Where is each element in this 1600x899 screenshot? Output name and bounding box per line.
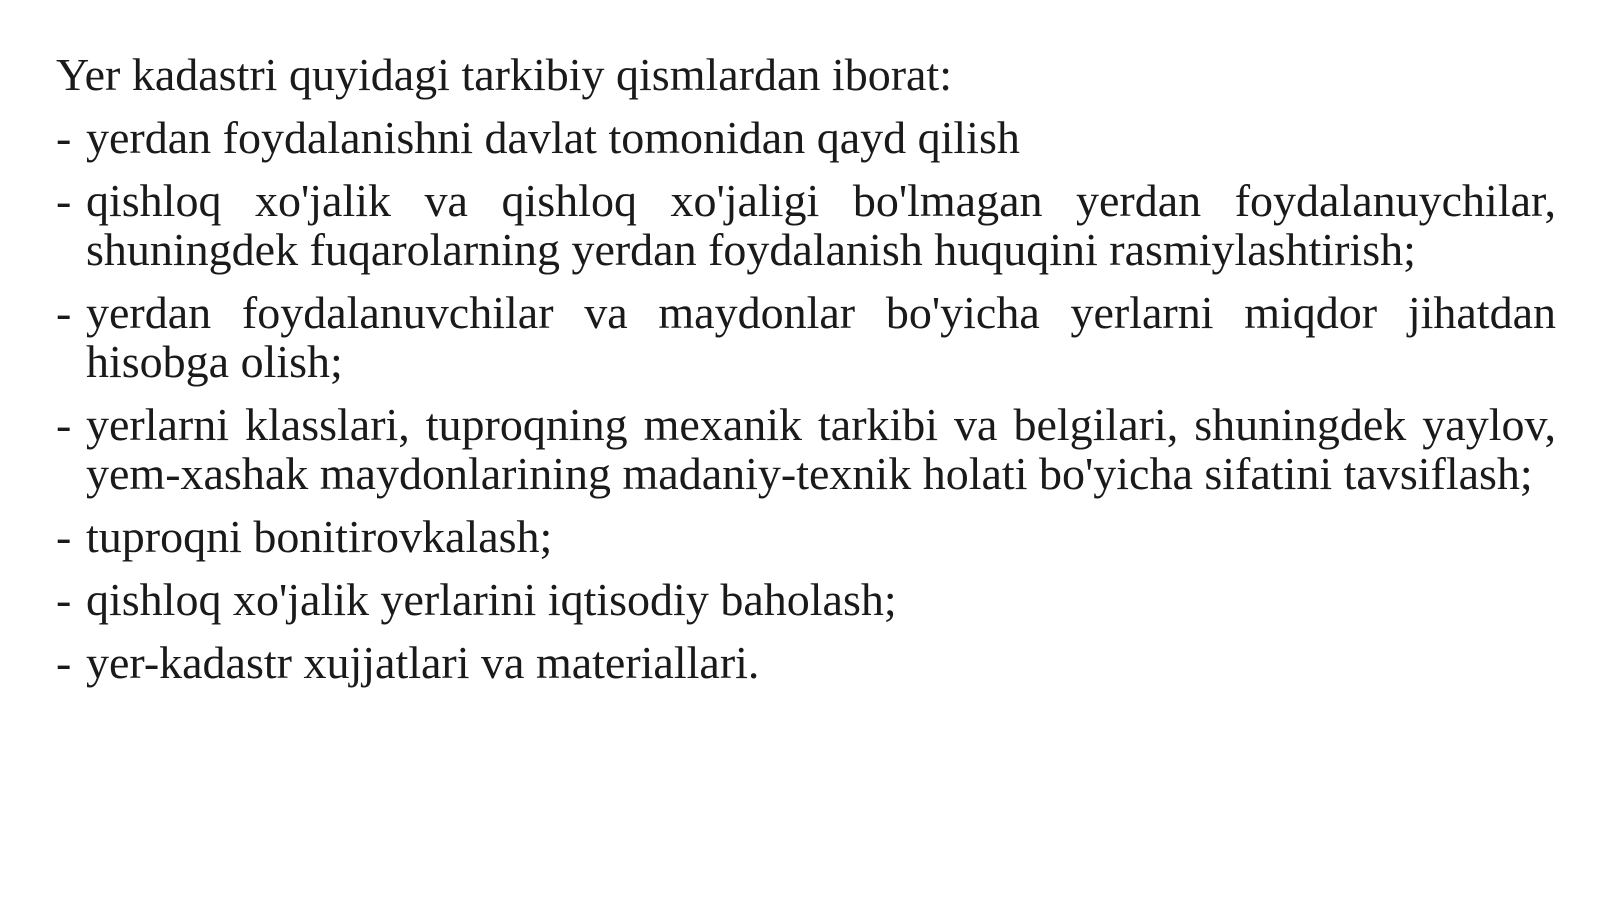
list-item: [56, 176, 1556, 274]
list-item: [56, 638, 1556, 687]
list-item: [56, 288, 1556, 386]
dash-bullet: -: [56, 175, 72, 226]
bullet-list: [56, 113, 1556, 687]
list-item-text: yer-kadastr xujjatlari va materiallari.: [86, 637, 760, 688]
list-item-text: yerdan foydalanuvchilar va maydonlar bo'yicha yerlarni miqdor jihatdan hisobga olish;: [86, 287, 1556, 387]
list-item: [56, 113, 1556, 162]
intro-text: Yer kadastri quyidagi tarkibiy qismlardan iborat:: [56, 49, 952, 100]
list-item-text: qishloq xo'jalik yerlarini iqtisodiy baholash;: [86, 574, 897, 625]
dash-bullet: -: [56, 287, 72, 338]
list-item: [56, 575, 1556, 624]
dash-bullet: -: [56, 574, 72, 625]
dash-bullet: -: [56, 637, 72, 688]
list-item-text: qishloq xo'jalik va qishloq xo'jaligi bo'lmagan yerdan foydalanuychilar, shuningdek fuqarolarning yerdan foydalanish huquqini rasmiylashtirish;: [86, 175, 1556, 275]
dash-bullet: -: [56, 399, 72, 450]
list-item-text: yerdan foydalanishni davlat tomonidan qayd qilish: [86, 112, 1020, 163]
slide-body: [56, 50, 1556, 701]
list-item: [56, 400, 1556, 498]
dash-bullet: -: [56, 511, 72, 562]
list-item-text: tuproqni bonitirovkalash;: [86, 511, 553, 562]
list-item: [56, 512, 1556, 561]
list-item-text: yerlarni klasslari, tuproqning mexanik tarkibi va belgilari, shuningdek yaylov, yem-xashak maydonlarining madaniy-texnik holati bo'yicha sifatini tavsiflash;: [86, 399, 1556, 499]
dash-bullet: -: [56, 112, 72, 163]
